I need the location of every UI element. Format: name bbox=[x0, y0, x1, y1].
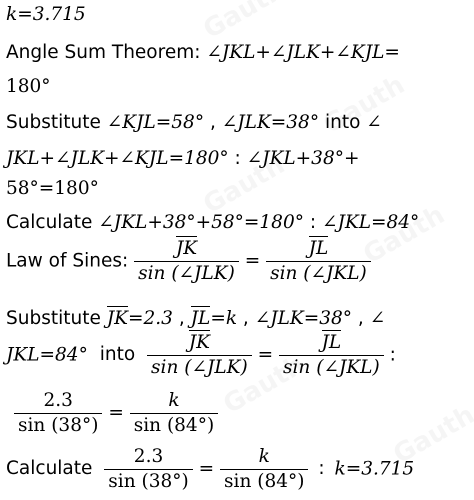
fraction-left bbox=[147, 334, 252, 377]
separator: , bbox=[357, 308, 364, 329]
fraction-right bbox=[279, 334, 384, 377]
angle-symbol: ∠ bbox=[369, 308, 386, 329]
substitute-text: Substitute bbox=[6, 112, 101, 133]
equals-sign: = bbox=[198, 458, 215, 480]
substitute-sides-continuation bbox=[6, 334, 396, 377]
separator: , bbox=[242, 308, 249, 329]
separator: , bbox=[178, 308, 185, 329]
fraction-right bbox=[130, 392, 218, 435]
substitute-text: Substitute bbox=[6, 308, 101, 329]
colon: : bbox=[234, 148, 241, 169]
calculate-text: Calculate bbox=[6, 458, 93, 480]
calculate-equation: ∠JKL+38°+58°=180° bbox=[98, 212, 304, 233]
equals-sign: = bbox=[257, 344, 274, 366]
angle-sum-line bbox=[6, 44, 400, 63]
fraction-left bbox=[14, 392, 102, 435]
watermark-text bbox=[198, 0, 290, 45]
substitute-angles-end bbox=[6, 180, 99, 199]
angle-sum-label: Angle Sum Theorem: bbox=[6, 42, 201, 63]
kjl-value: ∠KJL=58° bbox=[106, 112, 205, 133]
colon: : bbox=[318, 458, 325, 480]
numerator-2-3: 2.3 bbox=[43, 390, 73, 411]
equals-sign: = bbox=[244, 250, 261, 272]
proportion-line bbox=[14, 392, 218, 435]
numerator-k: k bbox=[168, 390, 180, 411]
denominator-sin-jkl: sin (∠JKL) bbox=[266, 261, 371, 284]
numerator-2-3: 2.3 bbox=[133, 446, 164, 467]
separator: , bbox=[209, 112, 216, 133]
final-result: k=3.715 bbox=[334, 458, 415, 480]
numerator-jk: JK bbox=[175, 238, 198, 259]
denominator-sin-38: sin (38°) bbox=[104, 469, 192, 492]
calculate-angle-line bbox=[6, 214, 419, 233]
fraction-left bbox=[104, 448, 192, 491]
substitute-angles-line bbox=[6, 114, 382, 133]
jk-value: JK=2.3 bbox=[106, 308, 173, 329]
calculate-text: Calculate bbox=[6, 212, 93, 233]
denominator-sin-84: sin (84°) bbox=[220, 469, 308, 492]
angle-equation-end: 58°=180° bbox=[6, 178, 99, 199]
angle-sum-value: 180° bbox=[6, 76, 51, 97]
denominator-sin-jlk: sin (∠JLK) bbox=[147, 355, 252, 378]
numerator-k: k bbox=[258, 446, 270, 467]
into-text: into bbox=[99, 344, 136, 366]
denominator-sin-84: sin (84°) bbox=[130, 413, 218, 436]
fraction-right bbox=[220, 448, 308, 491]
angle-symbol: ∠ bbox=[366, 112, 382, 133]
jkl-result: ∠JKL=84° bbox=[321, 212, 420, 233]
angle-equation-substituted: ∠JKL+38°+ bbox=[246, 148, 360, 169]
colon: : bbox=[309, 212, 317, 233]
final-calculation-line bbox=[6, 448, 414, 491]
colon: : bbox=[389, 344, 396, 366]
numerator-jk: JK bbox=[188, 332, 210, 353]
result-line-top bbox=[6, 6, 86, 25]
jlk-angle-value: ∠JLK=38° bbox=[254, 308, 353, 329]
denominator-sin-jlk: sin (∠JLK) bbox=[134, 261, 239, 284]
into-text: into bbox=[324, 112, 361, 133]
angle-equation: JKL+∠JLK+∠KJL=180° bbox=[6, 148, 229, 169]
numerator-jl: JL bbox=[321, 332, 342, 353]
law-of-sines-line bbox=[6, 240, 371, 283]
equals-sign: = bbox=[108, 402, 124, 424]
law-fraction-left bbox=[134, 240, 239, 283]
angle-sum-continuation bbox=[6, 78, 51, 97]
result-math: k=3.715 bbox=[6, 4, 86, 25]
denominator-sin-38: sin (38°) bbox=[14, 413, 102, 436]
law-of-sines-label: Law of Sines: bbox=[6, 250, 129, 272]
jlk-value: ∠JLK=38° bbox=[221, 112, 320, 133]
law-fraction-right bbox=[266, 240, 371, 283]
angle-sum-math: ∠JKL+∠JLK+∠KJL= bbox=[206, 42, 400, 63]
jkl-angle-value: JKL=84° bbox=[6, 344, 88, 366]
watermark-text bbox=[358, 200, 450, 270]
substitute-sides-line bbox=[6, 310, 385, 329]
jl-value: JL=k bbox=[190, 308, 238, 329]
numerator-jl: JL bbox=[308, 238, 329, 259]
substitute-angles-continuation bbox=[6, 150, 359, 169]
denominator-sin-jkl: sin (∠JKL) bbox=[279, 355, 384, 378]
